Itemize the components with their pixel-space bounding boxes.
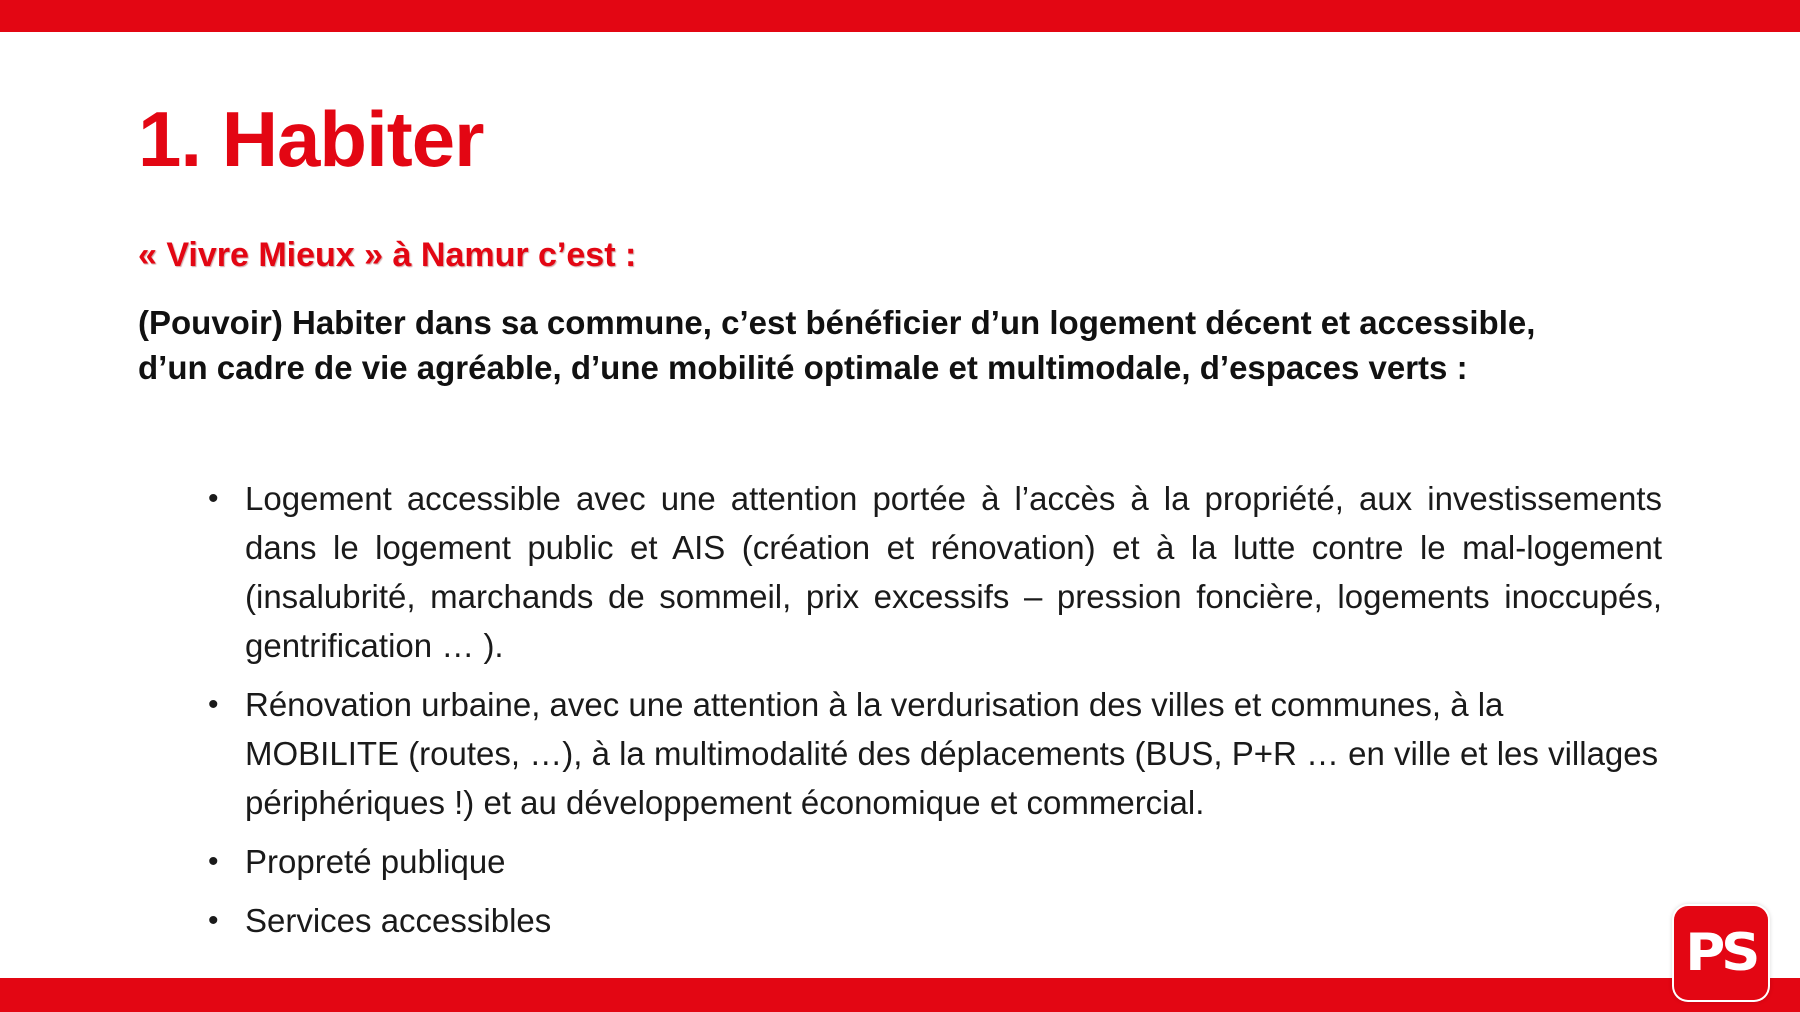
bullet-text: Propreté publique <box>245 843 506 880</box>
bullet-text: Logement accessible avec une attention portée à l’accès à la propriété, aux investissements dans le logement public et AIS (création et rénovation) et à la lutte contre le mal-logement (insalubrité, marchands de sommeil, prix excessifs – pression foncière, logements inoccupés, gentrification … ). <box>245 480 1662 664</box>
logo-text: PS <box>1685 923 1757 983</box>
bullet-list <box>200 474 1662 955</box>
bullet-dot-icon: • <box>208 904 219 937</box>
bullet-dot-icon: • <box>208 482 219 515</box>
slide-subtitle: « Vivre Mieux » à Namur c’est : <box>138 236 637 274</box>
bullet-item-renovation <box>200 680 1662 827</box>
bullet-text: Rénovation urbaine, avec une attention à la verdurisation des villes et communes, à la MOBILITE (routes, …), à la multimodalité des déplacements (BUS, P+R … en ville et les villages périphériques !) et au développement économique et commercial. <box>245 686 1659 821</box>
bottom-red-bar <box>0 978 1800 1012</box>
bullet-dot-icon: • <box>208 688 219 721</box>
bullet-item-logement <box>200 474 1662 670</box>
bullet-text: Services accessibles <box>245 902 552 939</box>
bullet-dot-icon: • <box>208 845 219 878</box>
bullet-item-proprete <box>200 837 1662 886</box>
ps-logo-icon <box>1674 906 1768 1000</box>
lead-paragraph: (Pouvoir) Habiter dans sa commune, c’est bénéficier d’un logement décent et accessible, d’un cadre de vie agréable, d’une mobilité optimale et multimodale, d’espaces verts : <box>138 304 1536 386</box>
bullet-item-services <box>200 896 1662 945</box>
slide-title: 1. Habiter <box>138 95 484 183</box>
top-red-bar <box>0 0 1800 32</box>
